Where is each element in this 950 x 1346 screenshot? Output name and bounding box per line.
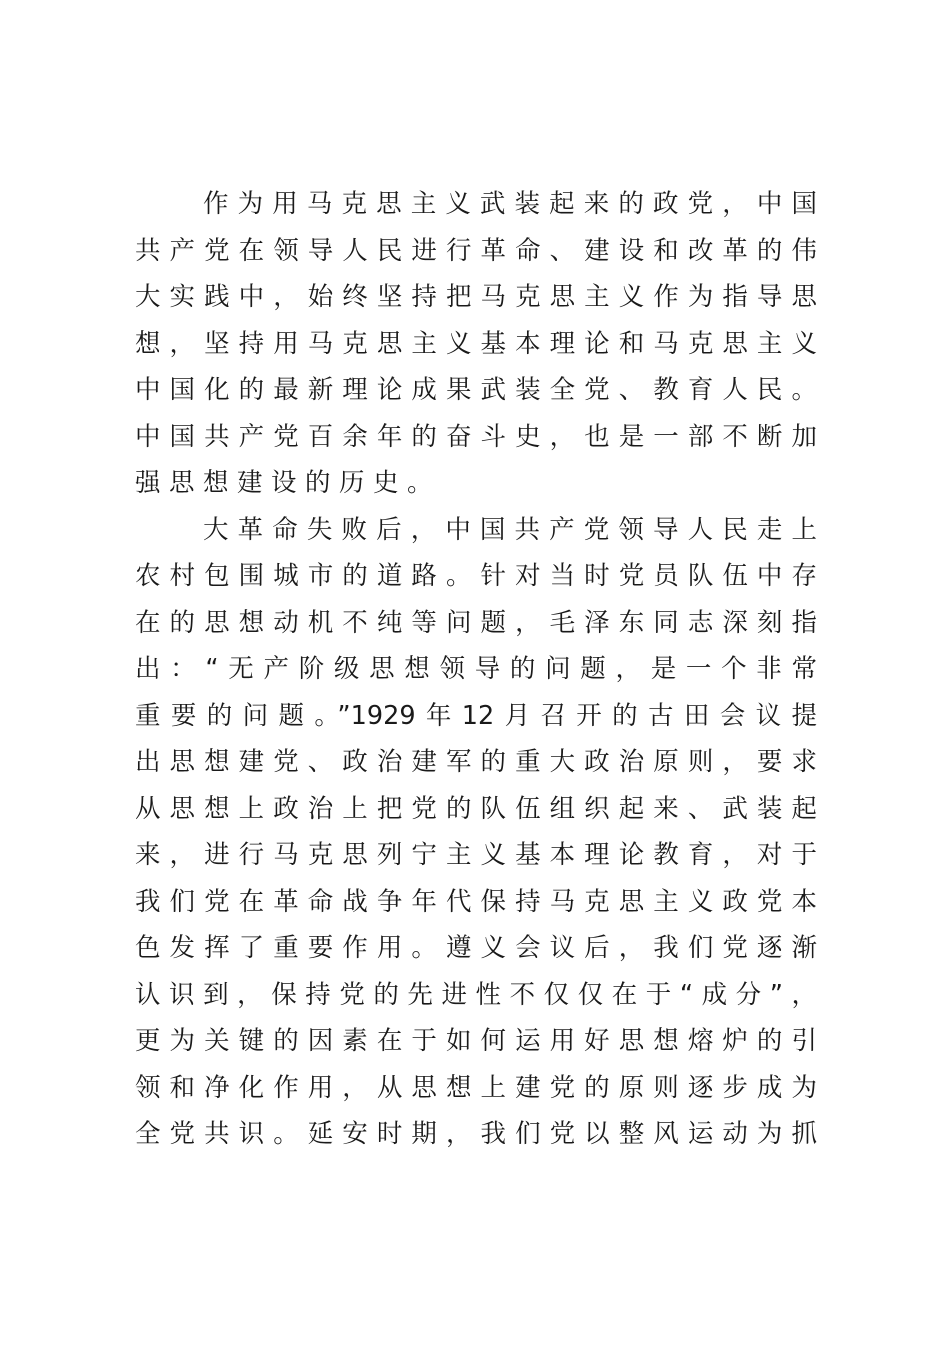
text-line: 全党共识。延安时期，我们党以整风运动为抓 (135, 1119, 817, 1149)
text-line: 从思想上政治上把党的队伍组织起来、武装起 (135, 793, 817, 824)
text-line: 大实践中，始终坚持把马克思主义作为指导思 (135, 282, 817, 312)
text-line: 认识到，保持党的先进性不仅仅在于“成分”， (135, 979, 817, 1010)
document-body (135, 181, 817, 1158)
text-line: 中国共产党百余年的奋斗史，也是一部不断加 (135, 421, 817, 452)
text-line: 出：“无产阶级思想领导的问题，是一个非常 (135, 654, 817, 684)
text-line: 强思想建设的历史。 (135, 468, 442, 498)
text-line: 更为关键的因素在于如何运用好思想熔炉的引 (135, 1026, 817, 1056)
text-line: 想，坚持用马克思主义基本理论和马克思主义 (135, 328, 817, 359)
text-line: 来，进行马克思列宁主义基本理论教育，对于 (135, 840, 817, 870)
text-line: 中国化的最新理论成果武装全党、教育人民。 (135, 375, 817, 405)
paragraph-2 (135, 507, 817, 1158)
text-line: 重要的问题。”1929年12月召开的古田会议提 (135, 700, 817, 731)
text-line: 我们党在革命战争年代保持马克思主义政党本 (135, 886, 817, 917)
paragraph-1 (135, 181, 817, 507)
text-line: 在的思想动机不纯等问题，毛泽东同志深刻指 (135, 607, 817, 638)
text-line: 色发挥了重要作用。遵义会议后，我们党逐渐 (135, 933, 817, 963)
text-line: 大革命失败后，中国共产党领导人民走上 (203, 514, 817, 545)
text-line: 共产党在领导人民进行革命、建设和改革的伟 (135, 235, 817, 266)
text-line: 农村包围城市的道路。针对当时党员队伍中存 (135, 561, 817, 591)
text-line: 领和净化作用，从思想上建党的原则逐步成为 (135, 1072, 817, 1103)
text-line: 出思想建党、政治建军的重大政治原则，要求 (135, 747, 817, 777)
text-line: 作为用马克思主义武装起来的政党，中国 (203, 189, 817, 219)
